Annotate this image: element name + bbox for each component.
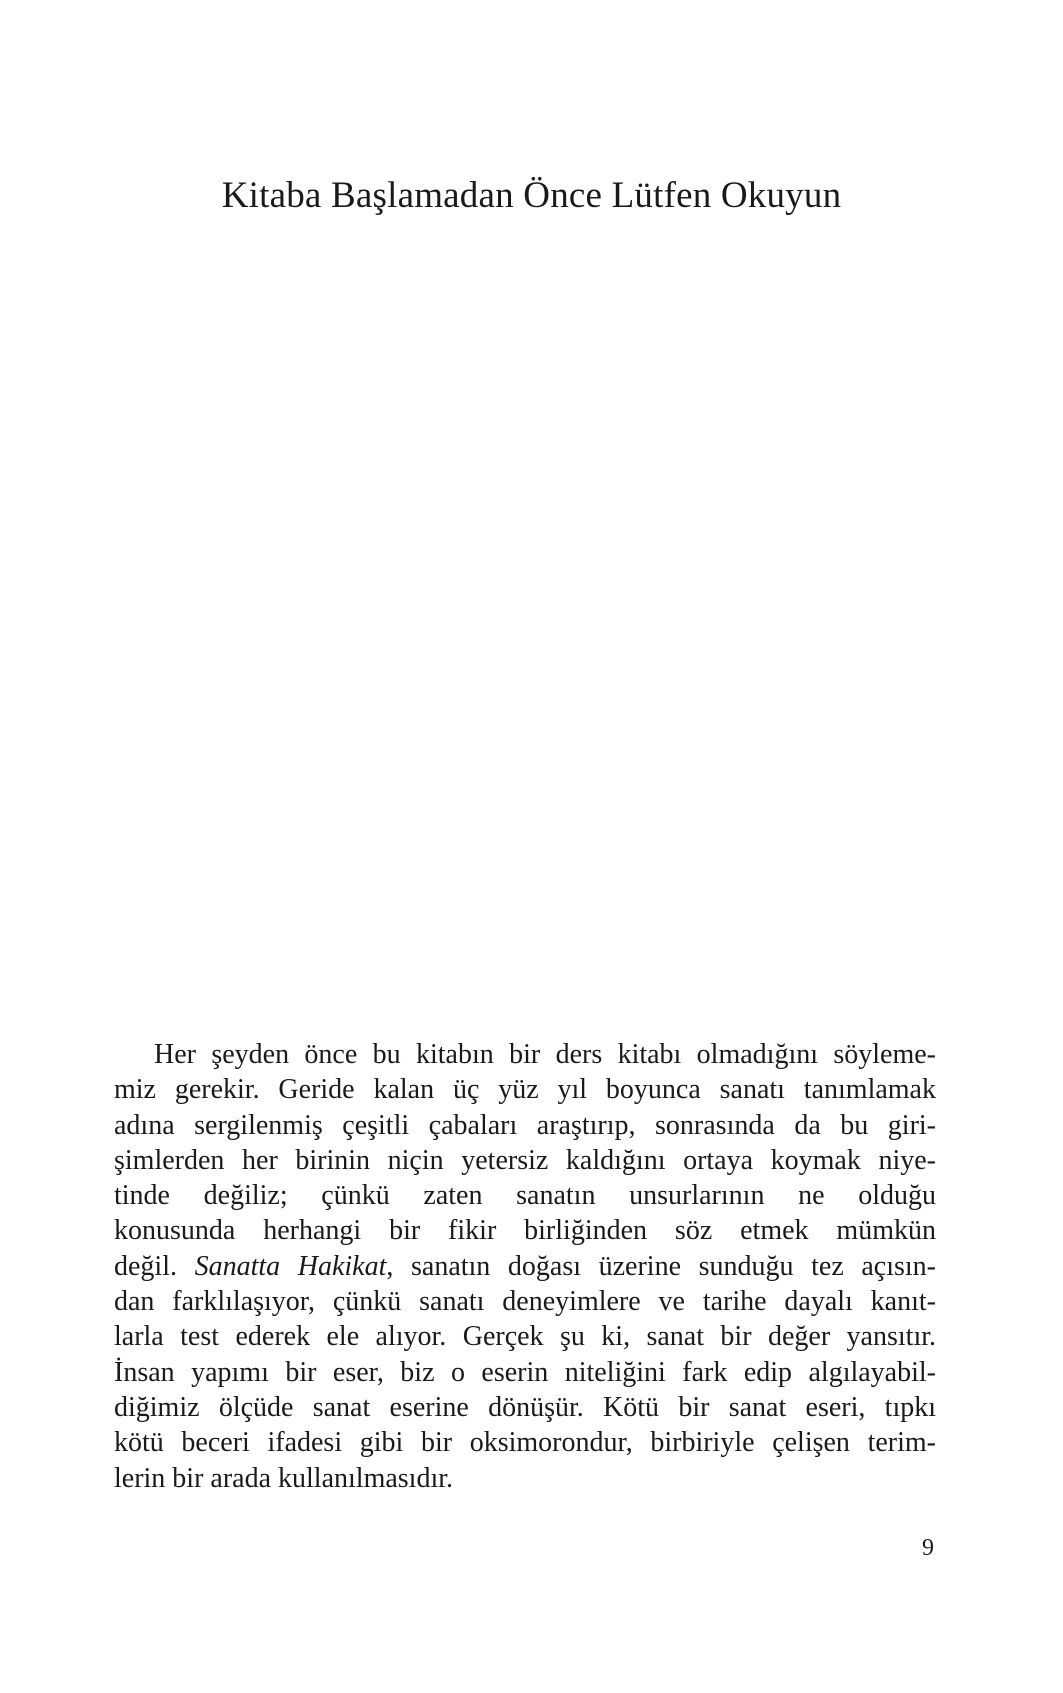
paragraph-line: Her şeyden önce bu kitabın bir ders kitabı olmadığını söyleme- bbox=[154, 1039, 936, 1070]
paragraph-line: kötü beceri ifadesi gibi bir oksimorondur, birbiriyle çelişen terim- bbox=[114, 1427, 936, 1459]
paragraph-line: lerin bir arada kullanılmasıdır. bbox=[114, 1462, 454, 1494]
paragraph-line: adına sergilenmiş çeşitli çabaları araştırıp, sonrasında da bu giri- bbox=[114, 1109, 936, 1141]
paragraph-line: İnsan yapımı bir eser, biz o eserin niteliğini fark edip algılayabil- bbox=[114, 1356, 936, 1388]
paragraph-line: konusunda herhangi bir fikir birliğinden söz etmek mümkün bbox=[114, 1215, 936, 1247]
paragraph-line: şimlerden her birinin niçin yetersiz kaldığını ortaya koymak niye- bbox=[114, 1144, 936, 1176]
line-text-after: , sanatın doğası üzerine sunduğu tez açısın- bbox=[386, 1250, 936, 1282]
paragraph-line: miz gerekir. Geride kalan üç yüz yıl boyunca sanatı tanımlamak bbox=[114, 1074, 936, 1106]
chapter-title: Kitaba Başlamadan Önce Lütfen Okuyun bbox=[221, 175, 842, 216]
paragraph-line: diğimiz ölçüde sanat eserine dönüşür. Kötü bir sanat eseri, tıpkı bbox=[114, 1391, 936, 1423]
paragraph-line: dan farklılaşıyor, çünkü sanatı deneyimlere ve tarihe dayalı kanıt- bbox=[114, 1286, 936, 1318]
line-text-before: değil. bbox=[114, 1250, 195, 1282]
paragraph-line bbox=[114, 1249, 936, 1284]
paragraph-line: tinde değiliz; çünkü zaten sanatın unsurlarının ne olduğu bbox=[114, 1180, 936, 1212]
paragraph-line: larla test ederek ele alıyor. Gerçek şu ki, sanat bir değer yansıtır. bbox=[114, 1321, 936, 1353]
page-number: 9 bbox=[922, 1535, 934, 1561]
book-title-italic: Sanatta Hakikat bbox=[194, 1250, 387, 1282]
body-paragraph bbox=[114, 1037, 936, 1496]
